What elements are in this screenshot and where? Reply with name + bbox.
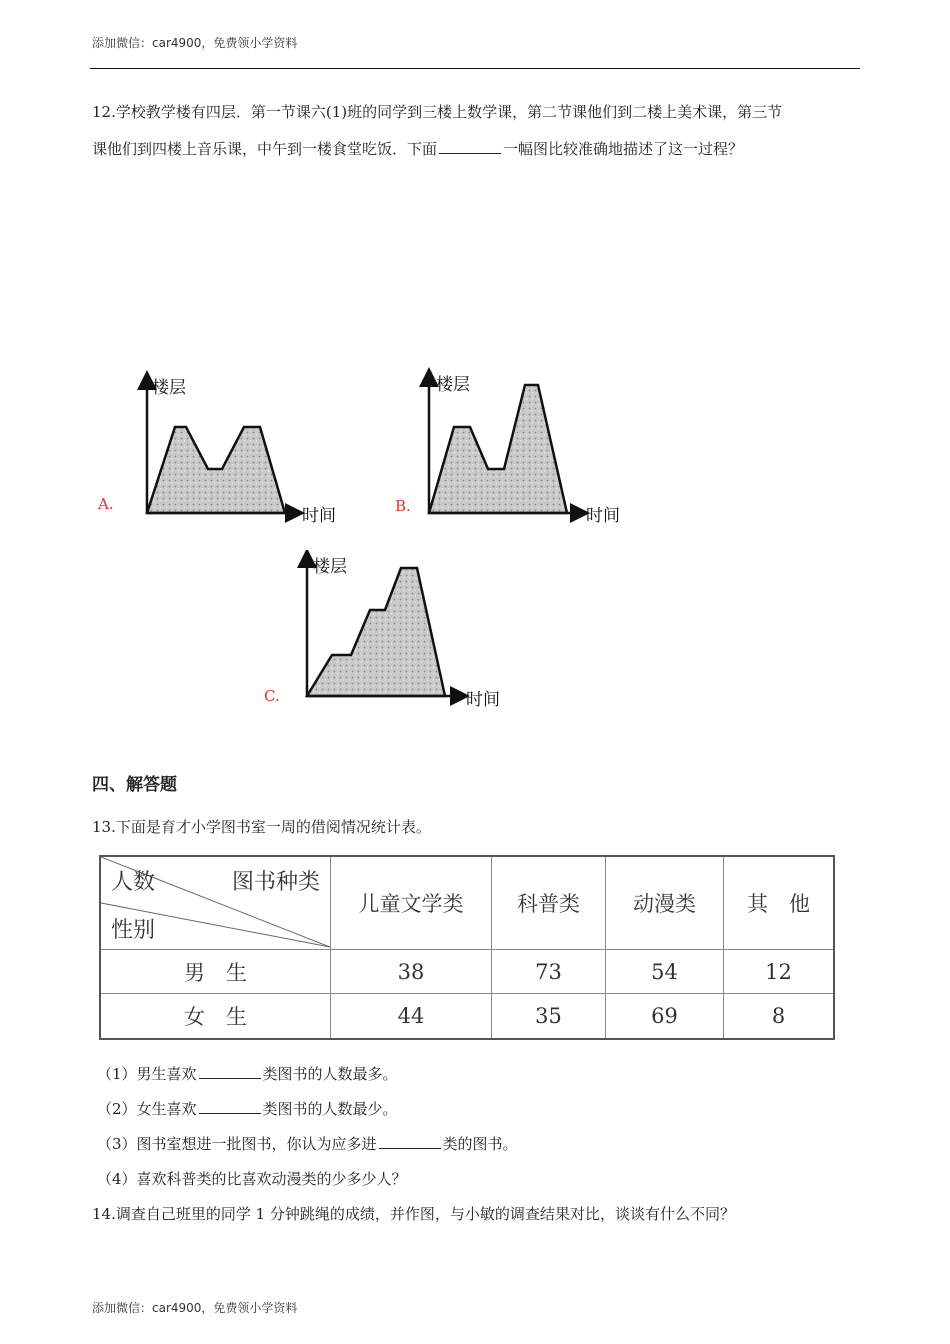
- graph-b-x-label: 时间: [586, 506, 620, 526]
- sub-question-1: （1）男生喜欢 类图书的人数最多。: [97, 1065, 398, 1083]
- table-header-row: [100, 856, 834, 950]
- cell-value: 35: [492, 994, 606, 1039]
- header-rule: [90, 68, 860, 69]
- question-13-text: 13.下面是育才小学图书室一周的借阅情况统计表。: [92, 818, 431, 836]
- question-12-line2: 课他们到四楼上音乐课，中午到一楼食堂吃饭．下面 一幅图比较准确地描述了这一过程？: [92, 140, 744, 158]
- graph-b-y-label: 楼层: [436, 375, 470, 395]
- sub-question-3: （3）图书室想进一批图书，你认为应多进 类的图书。: [97, 1135, 518, 1153]
- graph-b: [390, 365, 650, 535]
- section-title: 四、解答题: [92, 775, 177, 795]
- page-header: 添加微信：car4900，免费领小学资料: [92, 36, 298, 50]
- sub-question-4: （4）喜欢科普类的比喜欢动漫类的少多少人？: [97, 1170, 407, 1188]
- graph-a: [90, 365, 350, 535]
- graph-a-area: [147, 427, 285, 513]
- cell-value: 73: [492, 950, 606, 994]
- borrowing-stats-table: [99, 855, 835, 1040]
- answer-blank: [199, 1100, 261, 1114]
- graph-b-area: [429, 385, 567, 513]
- answer-blank: [379, 1135, 441, 1149]
- sub-question-2: （2）女生喜欢 类图书的人数最少。: [97, 1100, 398, 1118]
- graph-c: [255, 550, 515, 720]
- corner-label-count: 人数: [111, 870, 156, 895]
- question-12-line1: 12.学校教学楼有四层．第一节课六(1)班的同学到三楼上数学课，第二节课他们到二楼上美术课，第三节: [92, 103, 783, 121]
- cell-value: 54: [606, 950, 724, 994]
- question-12: [92, 94, 862, 168]
- graph-a-x-label: 时间: [302, 506, 336, 526]
- answer-blank: [439, 140, 501, 154]
- cell-value: 69: [606, 994, 724, 1039]
- header-comics: 动漫类: [606, 856, 724, 950]
- option-a-label: A.: [98, 495, 114, 513]
- graph-a-y-label: 楼层: [152, 378, 186, 398]
- table-row: [100, 950, 834, 994]
- row-label-boys: 男 生: [100, 950, 331, 994]
- header-other: 其 他: [724, 856, 835, 950]
- corner-label-category: 图书种类: [231, 870, 320, 895]
- cell-value: 44: [331, 994, 492, 1039]
- corner-label-gender: 性别: [111, 918, 156, 943]
- option-c-label: C.: [264, 687, 280, 705]
- graph-c-area: [307, 568, 445, 696]
- row-label-girls: 女 生: [100, 994, 331, 1039]
- answer-blank: [199, 1065, 261, 1079]
- cell-value: 38: [331, 950, 492, 994]
- cell-value: 8: [724, 994, 835, 1039]
- header-science: 科普类: [492, 856, 606, 950]
- table-row: [100, 994, 834, 1039]
- table-corner-cell: [100, 856, 331, 950]
- page-footer: 添加微信：car4900，免费领小学资料: [92, 1301, 298, 1315]
- graph-c-x-label: 时间: [466, 690, 500, 710]
- cell-value: 12: [724, 950, 835, 994]
- header-children-lit: 儿童文学类: [331, 856, 492, 950]
- question-14: 14.调查自己班里的同学 1 分钟跳绳的成绩，并作图，与小敏的调查结果对比，谈谈有什么不同？: [92, 1205, 735, 1223]
- option-b-label: B.: [395, 497, 411, 515]
- graph-c-y-label: 楼层: [313, 557, 347, 577]
